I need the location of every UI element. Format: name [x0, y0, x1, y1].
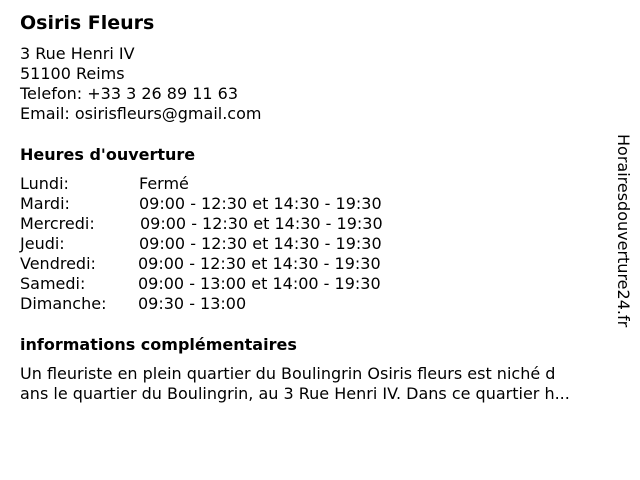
day-label: Dimanche: — [20, 294, 107, 313]
time-value: 09:30 - 13:00 — [138, 294, 247, 313]
time-value: 09:00 - 12:30 et 14:30 - 19:30 — [138, 254, 381, 273]
day-label: Mercredi: — [20, 214, 95, 233]
hours-heading: Heures d'ouverture — [20, 145, 196, 164]
shop-name: Osiris Fleurs — [20, 12, 155, 34]
description-line: Un fleuriste en plein quartier du Boulingrin Osiris fleurs est niché d — [20, 364, 556, 383]
time-value: Fermé — [139, 174, 189, 193]
city: 51100 Reims — [20, 64, 125, 83]
time-value: 09:00 - 12:30 et 14:30 - 19:30 — [140, 214, 383, 233]
site-watermark: Horairesdouverture24.fr — [614, 134, 633, 328]
description-line: ans le quartier du Boulingrin, au 3 Rue Henri IV. Dans ce quartier h... — [20, 384, 570, 403]
address-block — [20, 44, 261, 124]
day-label: Jeudi: — [20, 234, 65, 253]
description-text — [20, 364, 626, 404]
day-label: Vendredi: — [20, 254, 96, 273]
info-heading: informations complémentaires — [20, 335, 297, 354]
day-label: Mardi: — [20, 194, 70, 213]
day-label: Lundi: — [20, 174, 69, 193]
time-value: 09:00 - 12:30 et 14:30 - 19:30 — [139, 234, 382, 253]
time-value: 09:00 - 12:30 et 14:30 - 19:30 — [139, 194, 382, 213]
day-label: Samedi: — [20, 274, 86, 293]
street-address: 3 Rue Henri IV — [20, 44, 135, 63]
time-value: 09:00 - 13:00 et 14:00 - 19:30 — [138, 274, 381, 293]
phone: Telefon: +33 3 26 89 11 63 — [20, 84, 239, 103]
email: Email: osirisfleurs@gmail.com — [20, 104, 262, 123]
